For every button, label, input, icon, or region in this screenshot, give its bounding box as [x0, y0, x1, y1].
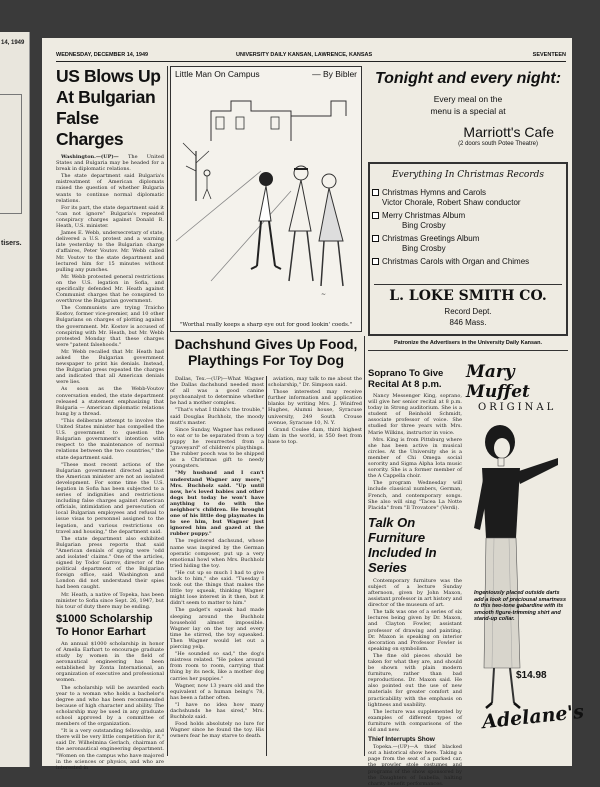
patronize-notice: Patronize the Advertisers in the University Daily Kansan. [393, 340, 543, 346]
dachshund-column-1 [170, 376, 264, 756]
bulgaria-paragraph: Mr. Webb protested general restrictions on the U.S. legation in Sofia, and specifically defended Mr. Heath against Communist charges that he conspired to overthrow the Bulgarian government. [56, 273, 164, 305]
masthead [56, 50, 566, 62]
column-soprano [368, 368, 462, 787]
bulgaria-paragraph: As soon as the Webb-Voutov conversation ended, the state department released a statement emphasizing that Bulgaria — American diplomatic relations hung by a thread. [56, 386, 164, 417]
dachshund-paragraph: Wagner, now 13 years old and the equivalent of a human being's 78, has been a father often. [170, 682, 264, 701]
records-store: L. LOKE SMITH CO. [389, 288, 547, 304]
muffet-brand: Mary Muffet [466, 362, 530, 402]
furniture-paragraph: The talk was one of a series of six lectures being given by Dr. Maxon, and Clayton Fowler, assistant professor of drawing and painting. Dr. Maxon is speaking on interior decoration and Professor Fowler is speaking on symbolism. [368, 609, 462, 652]
previous-page-word: tisers. [1, 240, 22, 247]
bulgaria-paragraph: Mr. Heath, a native of Topeka, has been minister to Sofia since Sept. 26, 1947, but his tour of duty there may be ending. [56, 591, 164, 610]
scholarship-paragraph: An annual $1000 scholarship in honor of Amelia Earhart to encourage graduate study by women in the field of aeronautical engineering has been established by Zonta International, an organization of executive and professional women. [56, 640, 164, 684]
scholarship-paragraph: "It is a very outstanding fellowship, and there will be very little competition for it," said Dr. Wilhelmina Gerlach, chairman of the aeronautical engineering department. "Women on the campus who have majored in the sciences or physics, and who are interested in [56, 728, 164, 771]
dachshund-paragraph: "That's what I think's the trouble," said Douglas Buchholz, the moody mutt's master. [170, 407, 264, 426]
marriott-ad [368, 66, 568, 158]
svg-text:~: ~ [321, 291, 327, 298]
records-ad [368, 162, 568, 336]
thief-paragraph: Topeka.—(UP)—A thief blacked out a historical show here. Taking a page from the seat of a parked car, the prowler stole costumes and programs of the show sponsored by the Daughters of Isabella, halting charity benefit performances. [368, 744, 462, 787]
dachshund-paragraph: The gadget's squeak had made sleeping around the Buchholz household almost impossible. Wagner lay on the toy and every time he stirred, the toy squeaked. Then Wagner would let out a piercing yelp. [170, 607, 264, 651]
dachshund-paragraph: Those interested may receive further information and application blanks by writing Mrs. J. Winifred Hughes, Alumni house, Syracuse university, 249 South Crouse avenue, Syracuse 10, N. Y. [268, 389, 362, 426]
dachshund-headline: Dachshund Gives Up Food, Playthings For Toy Dog [174, 336, 358, 368]
muffet-original: ORIGINAL [478, 402, 557, 413]
marriott-line3: menu is a special at [430, 106, 506, 116]
column-rule [167, 66, 168, 756]
dachshund-paragraph: Grand Coulee dam, third highest dam in the world, is 550 feet from base to top. [268, 426, 362, 445]
checkbox-icon [372, 212, 379, 219]
checkbox-icon [372, 258, 379, 265]
scholarship-paragraph: The scholarship will be awarded each year to a woman who holds a bachelor's degree and who has been recommended because of high character and ability. The scholarship may be used in any graduate school approved by a committee of members of the organization. [56, 684, 164, 728]
bulgaria-paragraph: "These most recent actions of the Bulgarian government directed against the American minister are not an isolated development. For some time the U.S. legation in Sofia has been subjected to a series of indignities and restrictions including false charges against American officials, intimidation and persecution of local Bulgarian employees and refusal to issue visas to personnel assigned to the legation, and various restrictions on travel and housing," the department said. [56, 461, 164, 535]
dachshund-paragraph: "My husband and I can't understand Wagner any more," Mrs. Buchholz said. "Up until now, he's loved babies and other dogs but today he won't have anything to do with the neighbor's children. He brought one of his little dog playmates in to see him, but Wagner just ignored him and gazed at the rubber puppy." [170, 470, 264, 538]
checkbox-icon [372, 235, 379, 242]
dachshund-paragraph: The registered dachsund, whose name was inspired by the German operatic composer, put up a very emotional howl when Mrs. Buchholz tried hiding the toy. [170, 538, 264, 569]
furniture-article [368, 578, 462, 733]
previous-page-date: 14, 1949 [1, 40, 25, 46]
dachshund-paragraph: Dallas, Tex.—(UP)—What Wagner the Dallas dachshund needed most of all was a good canine psychoanalyst to determine whether he had a mother complex. [170, 376, 264, 407]
masthead-paper: UNIVERSITY DAILY KANSAN, LAWRENCE, KANSAS [236, 52, 373, 58]
furniture-paragraph: The lecture was supplemented by examples of different types of furniture with comparisons of the old and new. [368, 708, 462, 734]
marriott-tagline: Tonight and every night: [374, 70, 562, 87]
cartoon-caption: "Worthal really keeps a sharp eye out for good lookin' coeds." [179, 322, 353, 328]
bulgaria-paragraph: "This deliberate attempt to involve the United States minister has compelled the U.S. government to question the Bulgarian government's intention with respect to the maintenance of normal relations between the two countries," the state department said. [56, 417, 164, 461]
bulgaria-paragraph: The state department said Bulgaria's mistreatment of American diplomats raised the question of whether Bulgaria wants to continue normal diplomatic relations. [56, 173, 164, 204]
newspaper-page [42, 38, 585, 787]
soprano-paragraph: Nancy Messenger King, soprano, will give her senior recital at 8 p.m. today in Strong auditorium. She is a student of Reinhold Schmidt, associate professor of voice. She studied for three years with Mrs. Marie Wilkins, instructor in voice. [368, 393, 462, 436]
dachshund-column-2 [268, 376, 362, 756]
record-title: Christmas Carols with Organ and Chimes [382, 257, 530, 266]
marriott-name: Marriott's Cafe [463, 124, 554, 140]
dachshund-paragraph: "He cut up so much I had to give back to him," she said. "Tuesday I took out the things that makes the little toy squeak, thinking Wagner might lose interest in it then, but it didn't seem to matter to him." [170, 569, 264, 607]
record-title: Merry Christmas Album [382, 211, 466, 220]
soprano-paragraph: Mrs. King is from Pittsburg where she has been active in musical circles. At the University she is a member of Chi Omega social sorority and Sigma Alpha Iota music sorority. She is a former member of the A Cappella choir. [368, 436, 462, 480]
previous-page-box [0, 94, 22, 214]
column-rule [266, 376, 267, 756]
thief-headline: Thief Interrupts Show [368, 736, 435, 744]
soprano-article [368, 393, 462, 511]
cartoon-drawing [171, 81, 361, 316]
muffet-description: Ingeniously placed outside darts add a look of preciousal smartness to this two-tone gabardine with its smooth figure-trimming shirt and stand-up collar. [474, 590, 567, 623]
bulgaria-dateline: Washington.—(UP)— [61, 154, 119, 160]
bulgaria-paragraph: Mr. Webb recalled that Mr. Heath had asked the Bulgarian government newspaper to print his denials. Instead, the Bulgarian press repeated the charges and indicated that all American denials were lies. [56, 348, 164, 386]
cartoon-title: Little Man On Campus [175, 69, 260, 79]
masthead-date: WEDNESDAY, DECEMBER 14, 1949 [56, 52, 149, 58]
thief-article [368, 744, 462, 787]
furniture-paragraph: Contemporary furniture was the subject of a lecture Sunday afternoon, given by John Maxon, assistant professor in art history and director of the museum of art. [368, 577, 462, 609]
record-item [370, 188, 566, 207]
soprano-headline: Soprano To Give Recital At 8 p.m. [368, 368, 444, 390]
muffet-model-illustration [454, 418, 567, 718]
dachshund-paragraph: "I have no idea how many dachshunds he has sired," Mrs. Buchholz said. [170, 701, 264, 721]
furniture-headline: Talk On Furniture Included In Series [368, 514, 437, 575]
dachshund-paragraph: aviation, may talk to me about the scholarship," Dr. Simpson said. [268, 376, 362, 389]
bulgaria-paragraph: The state department also exhibited Bulgarian press reports that said "American denials of spying were 'odd and isolated' claims." One of the articles, signed by Todor Garrov, director of the political department of the Bulgarian foreign office, said Washington and London did not understand their spies had been caught. [56, 535, 164, 591]
record-artist: Victor Chorale, Robert Shaw conductor [382, 197, 521, 207]
bulgaria-paragraph: The Communists are trying Traicho Kostov, former vice-premier, and 10 other Bulgarians on charges of plotting against the government. Mr. Kostov is accused of conspiring with Mr. Heath, but Mr. Webb protested Monday that these charges were "patent falsehoods." [56, 305, 164, 348]
checkbox-icon [372, 189, 379, 196]
record-item [370, 234, 566, 253]
bulgaria-paragraph: For its part, the state department said it "can not ignore" Bulgaria's repeated conspiracy charges against Donald R. Heath, U.S. minister. [56, 204, 164, 230]
scholarship-article [56, 641, 164, 771]
column-bulgaria [56, 66, 164, 771]
dachshund-headline-box [170, 336, 362, 376]
records-title: Everything In Christmas Records [391, 170, 544, 180]
record-artist: Bing Crosby [402, 220, 446, 230]
records-divider [374, 284, 562, 285]
bulgaria-article [56, 154, 164, 610]
masthead-page-number: SEVENTEEN [532, 52, 566, 58]
records-address: 846 Mass. [449, 318, 487, 327]
bulgaria-paragraph: James E. Webb, undersecretary of state, delivered a U.S. protest and a warning late yesterday to the Bulgarian charge d'affaires, Peter Voutov. Mr. Webb called Mr. Voutov to the state department and lectured him for 15 minutes without pulling any punches. [56, 230, 164, 273]
record-title: Christmas Greetings Album [382, 234, 480, 243]
marriott-line2: Every meal on the [433, 94, 503, 104]
record-title: Christmas Hymns and Carols [382, 188, 487, 197]
bulgaria-paragraph: The United States and Bulgaria may be headed for a break in diplomatic relations. [56, 154, 164, 173]
soprano-paragraph: The program Wednesday will include classical numbers, German, French, and contemporary songs. She also will sing "Tacea La Notte Placida" from "Il Trovatore" (Verdi). [368, 480, 462, 511]
column-rule [364, 336, 365, 756]
previous-page-edge [0, 32, 30, 767]
adelanes-logo: Adelane's [481, 700, 585, 734]
record-item [370, 257, 566, 267]
cartoon-byline: — By Bibler [312, 69, 357, 79]
marriott-address: (2 doors south Potee Theatre) [458, 141, 538, 147]
records-dept: Record Dept. [444, 307, 492, 316]
dachshund-paragraph: Food holds absolutely no lure for Wagner since he found the toy. His owners fear he may starve to death. [170, 721, 264, 740]
dachshund-paragraph: Since Sunday, Wagner has refused to eat or to be separated from a toy puppy he resurrected from a "graveyard" of children's playthings. The rubber pooch was to be shipped as a Christmas gift to needy youngsters. [170, 426, 264, 470]
furniture-paragraph: The fine old pieces should be taken for what they are, and should be shown with plain modern furniture, rather than bad reproductions. Dr. Maxon said. He also pointed out the use of new materials for greater comfort and practicability with the emphasis on lightness and usability. [368, 652, 462, 708]
muffet-price: $14.98 [516, 670, 547, 681]
bulgaria-headline: US Blows Up At Bulgarian False Charges [56, 66, 161, 149]
scholarship-headline: $1000 Scholarship To Honor Earhart [56, 612, 153, 638]
horizontal-rule [368, 350, 568, 351]
dachshund-paragraph: "He sounded so sad," the dog's mistress related. "He pokes around from room to room, carrying that thing by its neck, like a mother dog carries her puppies." [170, 651, 264, 682]
record-artist: Bing Crosby [402, 243, 446, 253]
cartoon-panel [170, 66, 362, 332]
record-item [370, 211, 566, 230]
